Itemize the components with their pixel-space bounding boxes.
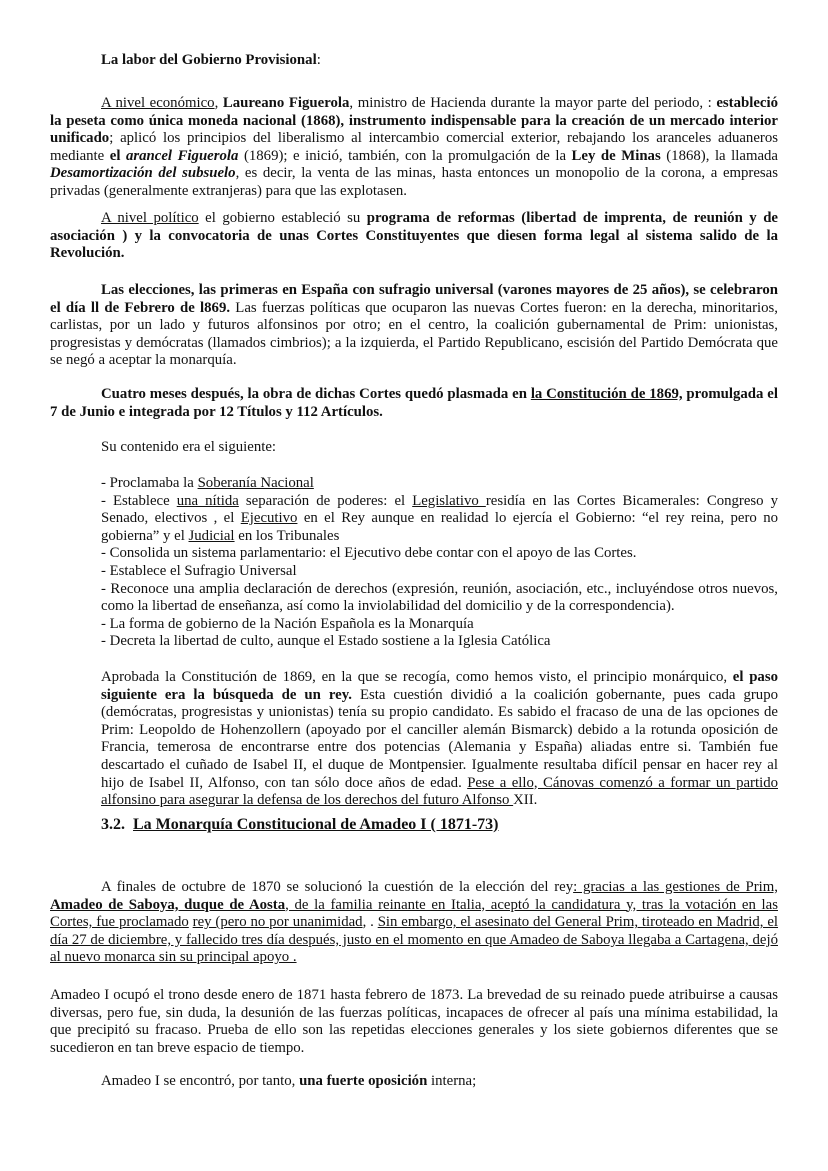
paragraph-amadeo-election (50, 879, 778, 967)
text-run: Soberanía Nacional (197, 475, 314, 491)
text-run: A nivel económico (101, 95, 215, 111)
text-run: , (214, 95, 223, 111)
text-run: Esta cuestión dividió a la coalición gobernante, pues cada grupo (demócratas, progresistas y unionistas) tenía su propio candidato. Es sabido el fracaso de una de las opciones de Prim: Leopoldo de Hohenzollern (apoyado por el canciller alemán Bismarck) debido a la rotunda oposición de Francia, temerosa de encontrarse entre dos potencias (Alemania y España) aliadas entre si. También fue descartado el cuñado de Isabel II, el duque de Montpensier. Igualmente resultaba difícil pensar en hacer rey al hijo de Isabel II, Alfonso, con tan sólo doce años de edad. (101, 686, 778, 791)
text-run: separación de poderes: el (238, 492, 413, 509)
text-run: en el Rey aunque en realidad lo ejercía el Gobierno: “el rey reina, pero no gobierna” y el (101, 510, 778, 544)
text-run: - Decreta la libertad de culto, aunque el Estado sostiene a la Iglesia Católica (101, 633, 551, 650)
section-title (50, 52, 778, 70)
text-run: estableció la peseta como única moneda nacional (1868), instrumento indispensable para la creación de un mercado interior unificado (50, 95, 778, 147)
text-run: , . (362, 914, 378, 931)
paragraph-king-search (101, 669, 778, 810)
text-run: en los Tribunales (234, 527, 340, 544)
text-run: Desamortización del subsuelo (50, 165, 236, 182)
text-run: - La forma de gobierno de la Nación Española es la Monarquía (101, 615, 474, 632)
paragraph-constitution (50, 386, 778, 421)
text-run: el (109, 147, 126, 164)
text-run: una fuerte oposición (299, 1073, 428, 1089)
text-run: Las elecciones, las primeras en España con sufragio universal (varones mayores de 25 años), se celebraron el día ll de Febrero de l869. (50, 282, 778, 316)
text-run: (1869); e inició, también, con la promulgación de la (238, 147, 572, 164)
list-item (101, 493, 778, 546)
text-run: A finales de octubre de 1870 se solucionó la cuestión de la elección del rey (101, 879, 574, 895)
text-run: : gracias a las gestiones de Prim, (573, 879, 778, 895)
text-run: interna; (427, 1073, 477, 1089)
list-item (101, 581, 778, 616)
text-run: - Establece (101, 492, 177, 509)
heading-number: 3.2. (101, 816, 133, 833)
text-run: Aprobada la Constitución de 1869, en la que se recogía, como hemos visto, el principio monárquico, (101, 669, 733, 685)
text-run: Cuatro meses después, la obra de dichas Cortes quedó plasmada en (101, 386, 531, 402)
list-item (101, 633, 778, 651)
text-run: Ejecutivo (240, 510, 298, 527)
text-run: Legislativo (412, 492, 486, 509)
text-run: Ley de Minas (571, 147, 661, 164)
paragraph-economic (50, 95, 778, 201)
text-run: , de la familia reinante en Italia, aceptó la candidatura y, tras la votación en las Cortes, fue proclamado (50, 896, 778, 931)
text-run: - Establece el Sufragio Universal (101, 562, 297, 579)
text-run: XII. (513, 792, 538, 809)
paragraph-political (50, 210, 778, 263)
paragraph-opposition (50, 1073, 778, 1091)
text-run: - Consolida un sistema parlamentario: el Ejecutivo debe contar con el apoyo de las Cortes. (101, 545, 637, 562)
heading-text: La Monarquía Constitucional de Amadeo I ( 1871-73) (133, 816, 499, 833)
text-run: programa de reformas (libertad de imprenta, de reunión y de asociación ) y la convocatoria de unas Cortes Constituyentes que diesen forma legal al sistema salido de la Revolución. (50, 210, 778, 262)
paragraph-amadeo-reign (50, 987, 778, 1057)
text-run: , es decir, la venta de las minas, hasta entonces un monopolio de la corona, a empresas privadas (generalmente extranjeras) para que las explotasen. (50, 165, 778, 199)
text-run: Amadeo de Saboya, duque de Aosta (50, 896, 286, 913)
text-run: Su contenido era el siguiente: (101, 439, 277, 455)
list-item (101, 616, 778, 634)
paragraph-elections (50, 282, 778, 370)
text-run: La labor del Gobierno Provisional (101, 52, 317, 68)
text-run: residía en las Cortes Bicamerales: Congreso y Senado, electivos , el (101, 492, 779, 527)
text-run: rey (pero no por unanimidad (192, 914, 363, 931)
section-heading (101, 816, 778, 834)
text-run: la Constitución de 1869, (530, 386, 683, 402)
text-run: el paso siguiente era la búsqueda de un rey. (101, 669, 778, 703)
text-run: Sin embargo, el asesinato del General Prim, tiroteado en Madrid, el día 27 de diciembre, y fallecido tres día después, justo en el momento en que Amadeo de Saboya llegaba a Cartagena, dejó al nuevo monarca sin su principal apoyo . (50, 914, 779, 966)
text-run: Amadeo I ocupó el trono desde enero de 1871 hasta febrero de 1873. La brevedad de su reinado puede atribuirse a causas diversas, pero fue, sin duda, la desunión de las fuerzas políticas, incapaces de ofrecer al país una mínima estabilidad, la que precipitó su fracaso. Prueba de ello son las repetidas elecciones generales y los siete gobiernos diferentes que se sucedieron en tan breve espacio de tiempo. (50, 987, 778, 1056)
text-run: el gobierno estableció su (198, 210, 367, 226)
text-run: una nítida (176, 492, 239, 509)
text-run: Judicial (188, 527, 235, 544)
text-run: - Proclamaba la (101, 475, 198, 491)
paragraph-content-intro (50, 439, 778, 457)
constitution-list (101, 475, 778, 651)
text-run: Laureano Figuerola (222, 95, 350, 111)
text-run: : (316, 52, 321, 68)
text-run: - Reconoce una amplia declaración de derechos (expresión, reunión, asociación, etc., incluyéndose otros nuevos, como la libertad de enseñanza, así como la inviolabilidad del domicilio y de la correspondencia). (101, 580, 778, 615)
text-run: promulgada el 7 de Junio e integrada por 12 Títulos y 112 Artículos. (50, 386, 778, 420)
text-run: arancel Figuerola (126, 147, 239, 164)
text-run: Amadeo I se encontró, por tanto, (101, 1073, 300, 1089)
list-item (101, 475, 778, 493)
text-run: (1868), la llamada (660, 147, 778, 164)
text-run: ; aplicó los principios del liberalismo al intercambio comercial exterior, rebajando los aranceles aduaneros mediante (50, 130, 778, 164)
list-item (101, 563, 778, 581)
text-run: A nivel político (101, 210, 199, 226)
list-item (101, 545, 778, 563)
text-run: , ministro de Hacienda durante la mayor parte del periodo, : (349, 95, 717, 111)
text-run: Pese a ello, Cánovas comenzó a formar un partido alfonsino para asegurar la defensa de los derechos del futuro Alfonso (101, 774, 778, 809)
text-run: Las fuerzas políticas que ocuparon las nuevas Cortes fueron: en la derecha, minoritarios, carlistas, por un lado y futuros alfonsinos por otro; en el centro, la coalición gubernamental de Prim: unionistas, progresistas y demócratas (llamados cimbrios); a la izquierda, el Partido Republicano, escisión del Partido Demócrata que se negó a aceptar la monarquía. (50, 299, 778, 369)
